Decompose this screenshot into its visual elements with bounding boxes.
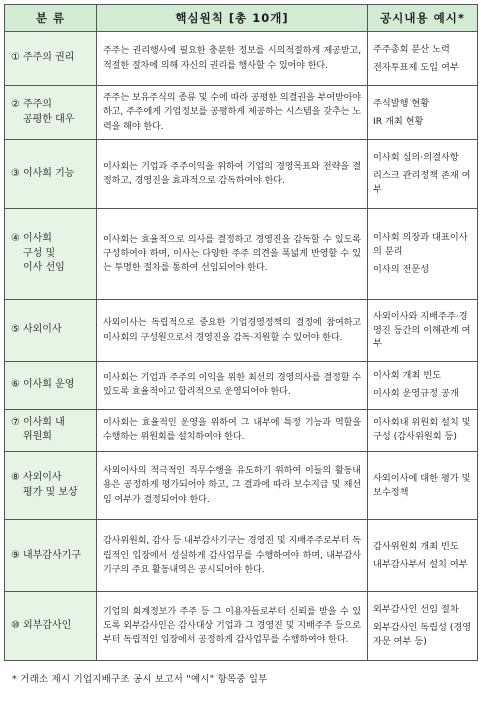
principle-cell: 이사회는 효율적으로 의사를 결정하고 경영진을 감독할 수 있도록 구성하여야 하며, 이사는 다양한 주주 의견을 폭넓게 반영할 수 있는 투명한 절차를 통하여 선임되어야 한다. <box>97 208 368 300</box>
example-item: 감사위원회 개최 빈도 <box>373 541 459 553</box>
category-label <box>11 98 90 127</box>
category-label <box>11 232 90 276</box>
governance-principles-table <box>4 4 478 661</box>
principle-cell: 기업의 회계정보가 주주 등 그 이용자들로부터 신뢰를 받을 수 있도록 외부감사인은 감사대상 기업과 그 경영진 및 지배주주 등으로부터 독립적인 입장에서 공정하게 감사업무를 수행하여야 한다. <box>97 592 368 661</box>
table-header-row <box>5 5 478 32</box>
category-text: 이사회 운영 <box>22 378 75 390</box>
example-item: 내부감사부서 설치 여부 <box>373 558 468 570</box>
principle-cell: 사외이사의 적극적인 직무수행을 유도하기 위하여 이들의 활동내용은 공정하게 평가되어야 하고, 그 결과에 따라 보수지급 및 재선임 여부가 결정되어야 한다. <box>97 451 368 520</box>
examples-cell <box>368 592 478 661</box>
examples-cell <box>368 520 478 592</box>
category-number: ③ <box>11 167 20 179</box>
example-item: 이사의 전문성 <box>373 264 430 276</box>
table-row <box>5 32 478 86</box>
category-number: ⑩ <box>11 619 20 631</box>
category-cell <box>5 32 97 86</box>
example-item: 외부감사인 선임 절차 <box>373 604 459 616</box>
principle-cell: 사외이사는 독립적으로 중요한 기업경영정책의 결정에 참여하고 이사회의 구성원으로서 경영진을 감독·지원할 수 있어야 한다. <box>97 300 368 361</box>
category-number: ① <box>11 52 20 64</box>
category-cell <box>5 361 97 409</box>
table-row <box>5 361 478 409</box>
examples-cell <box>368 361 478 409</box>
category-label <box>11 549 90 564</box>
category-label <box>11 51 90 66</box>
examples-cell <box>368 140 478 209</box>
example-item: 이사회내 위원회 설치 및 구성 (감사위원회 등) <box>373 417 471 443</box>
category-text: 이사회 구성 및 이사 선임 <box>22 233 65 274</box>
category-number: ⑧ <box>11 472 20 484</box>
principle-cell: 감사위원회, 감사 등 내부감사기구는 경영진 및 지배주주로부터 독립적인 입장에서 성실하게 감사업무를 수행하여야 하며, 내부감사기구의 주요 활동내역은 공시되어야 한다. <box>97 520 368 592</box>
example-item: 이사회 의장과 대표이사의 분리 <box>373 232 468 258</box>
category-text: 내부감사기구 <box>22 549 81 561</box>
header-category: 분 류 <box>5 5 97 32</box>
principle-cell: 이사회는 기업과 주주이익을 위하여 기업의 경영목표와 전략을 결정하고, 경영진을 효과적으로 감독하여야 한다. <box>97 140 368 209</box>
examples-cell <box>368 32 478 86</box>
table-row <box>5 520 478 592</box>
example-item: 이사회 운영규정 공개 <box>373 388 459 400</box>
category-text: 사외이사 <box>22 324 62 336</box>
category-cell <box>5 409 97 451</box>
examples-cell <box>368 451 478 520</box>
category-number: ⑥ <box>11 378 20 390</box>
principle-cell: 주주는 권리행사에 필요한 충분한 정보를 시의적절하게 제공받고, 적절한 절차에 의해 자신의 권리를 행사할 수 있어야 한다. <box>97 32 368 86</box>
example-item: 사외이사와 지배주주·경영진 등간의 이해관계 여부 <box>373 310 471 350</box>
examples-cell <box>368 208 478 300</box>
table-row <box>5 409 478 451</box>
category-label <box>11 323 90 338</box>
example-item: 이사회 심의·의결사항 <box>373 152 459 164</box>
table-row <box>5 300 478 361</box>
table-row <box>5 208 478 300</box>
principle-cell: 이사회는 기업과 주주의 이익을 위한 최선의 경영의사를 결정할 수 있도록 효율적이고 합리적으로 운영되어야 한다. <box>97 361 368 409</box>
category-cell <box>5 140 97 209</box>
header-principle: 핵심원칙 [총 10개] <box>97 5 368 32</box>
table-row <box>5 451 478 520</box>
category-cell <box>5 208 97 300</box>
category-text: 이사회 기능 <box>22 167 75 179</box>
category-label <box>11 619 90 634</box>
example-item: 사외이사에 대한 평가 및 보수정책 <box>373 472 471 498</box>
example-item: 주주총회 분산 노력 <box>373 43 450 55</box>
examples-cell <box>368 86 478 140</box>
category-label <box>11 416 90 445</box>
category-text: 주주의 권리 <box>22 52 75 64</box>
table-row <box>5 140 478 209</box>
category-number: ② <box>11 99 20 111</box>
example-item: 이사회 개최 빈도 <box>373 370 441 382</box>
category-cell <box>5 300 97 361</box>
category-label <box>11 167 90 182</box>
category-text: 사외이사 평가 및 보상 <box>22 472 78 498</box>
category-number: ④ <box>11 233 20 245</box>
example-item: 리스크 관리정책 존재 여부 <box>373 170 471 195</box>
category-cell <box>5 520 97 592</box>
examples-cell <box>368 300 478 361</box>
examples-cell <box>368 409 478 451</box>
example-item: 주식발행 현황 <box>373 97 430 109</box>
category-number: ⑨ <box>11 549 20 561</box>
category-text: 외부감사인 <box>22 619 72 631</box>
footnote: * 거래소 제시 기업지배구조 공시 보고서 "예시" 항목중 일부 <box>12 674 268 685</box>
category-text: 이사회 내 위원회 <box>22 416 65 443</box>
category-number: ⑤ <box>11 324 20 336</box>
category-label <box>11 378 90 393</box>
category-number: ⑦ <box>11 416 20 428</box>
category-cell <box>5 86 97 140</box>
category-cell <box>5 592 97 661</box>
category-text: 주주의 공평한 대우 <box>22 99 75 125</box>
header-examples: 공시내용 예시* <box>368 5 478 32</box>
table-row <box>5 86 478 140</box>
example-item: IR 개최 현황 <box>373 115 424 127</box>
example-item: 전자투표제 도입 여부 <box>373 61 459 73</box>
table-body <box>5 32 478 661</box>
category-cell <box>5 451 97 520</box>
principle-cell: 주주는 보유주식의 종류 및 수에 따라 공평한 의결권을 부여받아야 하고, 주주에게 기업정보를 공평하게 제공하는 시스템을 갖추는 노력을 해야 한다. <box>97 86 368 140</box>
table-row <box>5 592 478 661</box>
category-label <box>11 471 90 500</box>
principle-cell: 이사회는 효율적인 운영을 위하여 그 내부에 특정 기능과 역할을 수행하는 위원회를 설치하여야 한다. <box>97 409 368 451</box>
example-item: 외부감사인 독립성 (경영자문 여부 등) <box>373 622 472 648</box>
